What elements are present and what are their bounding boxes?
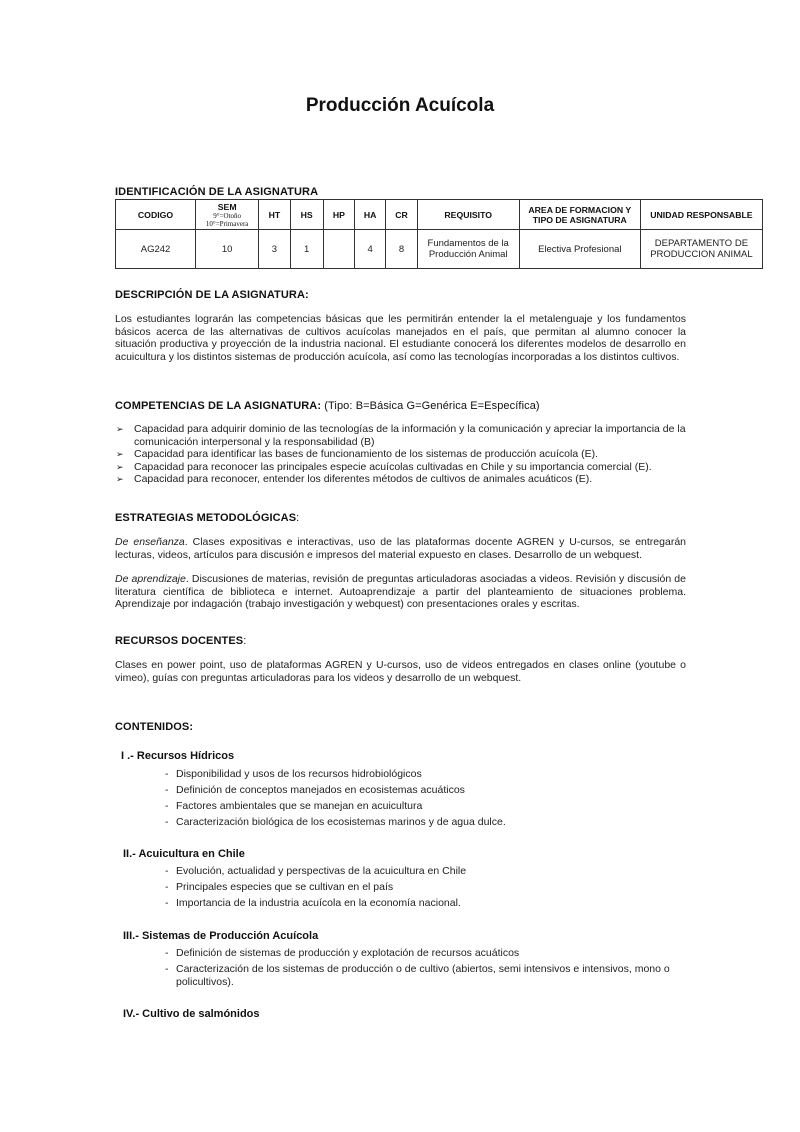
- page-title: Producción Acuícola: [305, 95, 495, 116]
- list-item: [115, 473, 695, 486]
- dash-bullet: -: [165, 963, 169, 976]
- cell-area: Electiva Profesional: [519, 230, 640, 269]
- aprendizaje-label: De aprendizaje: [115, 573, 186, 585]
- dash-bullet: -: [165, 816, 169, 829]
- identificacion-heading: IDENTIFICACIÓN DE LA ASIGNATURA: [115, 186, 319, 198]
- estrategias-aprendizaje-text: [115, 573, 686, 611]
- dash-bullet: -: [165, 881, 169, 894]
- header-sem-label: SEM: [217, 201, 237, 212]
- aprendizaje-body: . Discusiones de materias, revisión de preguntas articuladoras asociadas a videos. Revisión y discusión de literatura científica de biblioteca e internet. Autoaprendizaje a partir del planteamiento de situaciones problema. Aprendizaje por indagación (trabajo investigación y webquest) con presentaciones orales y escritas.: [115, 573, 686, 611]
- cell-codigo: AG242: [116, 230, 196, 269]
- list-item-text: Definición de conceptos manejados en ecosistemas acuáticos: [176, 784, 465, 797]
- competencia-text: Capacidad para adquirir dominio de las tecnologías de la información y la comunicación y apreciar la importancia de la comunicación interpersonal y la responsabilidad (B): [134, 423, 686, 448]
- unit-title: I .- Recursos Hídricos: [121, 750, 235, 762]
- dash-bullet: -: [165, 897, 169, 910]
- header-requisito: REQUISITO: [417, 200, 519, 230]
- list-item-text: Disponibilidad y usos de los recursos hidrobiológicos: [176, 768, 422, 780]
- list-item-text: Caracterización de los sistemas de producción o de cultivo (abiertos, semi intensivos e intensivos, mono o policultivos).: [176, 963, 670, 988]
- ensenanza-label: De enseñanza: [115, 536, 185, 548]
- list-item: [165, 897, 690, 910]
- unit-1-list: [165, 768, 690, 832]
- competencias-heading-label: COMPETENCIAS DE LA ASIGNATURA:: [115, 400, 322, 412]
- header-ht: HT: [259, 200, 290, 230]
- list-item: [165, 947, 690, 960]
- list-item: [115, 461, 695, 474]
- competencias-list: [115, 423, 695, 486]
- cell-cr: 8: [386, 230, 417, 269]
- competencia-text: Capacidad para reconocer, entender los diferentes métodos de cultivos de animales acuáticos (E).: [134, 473, 593, 486]
- unit-3-list: [165, 947, 690, 992]
- header-hp: HP: [323, 200, 354, 230]
- ensenanza-body: . Clases expositivas e interactivas, uso de las plataformas docente AGREN y U-cursos, se entregarán lecturas, videos, artículos para discusión e impresos del material expuesto en clases. Desarrollo de un webquest.: [115, 536, 686, 561]
- list-item: [165, 963, 690, 988]
- header-sem-note-otono: 9°=Otoño: [213, 211, 242, 220]
- competencias-heading: [115, 400, 540, 412]
- list-item: [165, 800, 690, 813]
- list-item: [165, 784, 690, 797]
- descripcion-heading: DESCRIPCIÓN DE LA ASIGNATURA:: [115, 289, 309, 301]
- cell-sem: 10: [196, 230, 259, 269]
- header-sem: [196, 200, 259, 230]
- competencia-text: Capacidad para reconocer las principales especie acuícolas cultivadas en Chile y su importancia comercial (E).: [134, 460, 652, 473]
- list-item-text: Factores ambientales que se manejan en acuicultura: [176, 800, 423, 813]
- unit-title: IV.- Cultivo de salmónidos: [123, 1008, 260, 1020]
- arrow-bullet-icon: ➢: [116, 449, 124, 460]
- table-row: [116, 230, 763, 269]
- table-header-row: [116, 200, 763, 230]
- list-item: [165, 768, 690, 781]
- cell-hp: [323, 230, 354, 269]
- identificacion-table: [115, 199, 763, 269]
- competencias-heading-note: (Tipo: B=Básica G=Genérica E=Específica): [321, 400, 540, 412]
- dash-bullet: -: [165, 865, 169, 877]
- arrow-bullet-icon: ➢: [116, 461, 124, 472]
- unit-title: III.- Sistemas de Producción Acuícola: [123, 930, 319, 942]
- dash-bullet: -: [165, 800, 169, 813]
- contenidos-heading: CONTENIDOS:: [115, 721, 194, 733]
- estrategias-ensenanza-text: [115, 536, 686, 561]
- list-item-text: Evolución, actualidad y perspectivas de la acuicultura en Chile: [176, 865, 467, 877]
- recursos-heading: [115, 635, 246, 647]
- dash-bullet: -: [165, 768, 169, 780]
- list-item-text: Definición de sistemas de producción y explotación de recursos acuáticos: [176, 947, 520, 959]
- arrow-bullet-icon: ➢: [116, 474, 124, 485]
- arrow-bullet-icon: ➢: [116, 424, 124, 434]
- header-ha: HA: [355, 200, 386, 230]
- header-cr: CR: [386, 200, 417, 230]
- estrategias-heading: [115, 512, 299, 524]
- recursos-heading-label: RECURSOS DOCENTES: [115, 635, 244, 647]
- list-item: [115, 423, 695, 448]
- competencia-text: Capacidad para identificar las bases de funcionamiento de los sistemas de producción acuícola (E).: [134, 448, 599, 461]
- estrategias-heading-colon: :: [296, 512, 300, 524]
- dash-bullet: -: [165, 784, 169, 797]
- header-area: AREA DE FORMACION Y TIPO DE ASIGNATURA: [519, 200, 640, 230]
- unit-2-list: [165, 865, 690, 913]
- cell-ha: 4: [355, 230, 386, 269]
- cell-hs: 1: [290, 230, 323, 269]
- cell-requisito: Fundamentos de la Producción Animal: [417, 230, 519, 269]
- list-item: [165, 816, 690, 829]
- list-item-text: Importancia de la industria acuícola en la economía nacional.: [176, 897, 461, 910]
- header-codigo: CODIGO: [116, 200, 196, 230]
- cell-unidad: DEPARTAMENTO DE PRODUCCION ANIMAL: [640, 230, 762, 269]
- unit-title: II.- Acuicultura en Chile: [123, 848, 245, 860]
- list-item-text: Principales especies que se cultivan en el país: [176, 881, 394, 894]
- estrategias-heading-label: ESTRATEGIAS METODOLÓGICAS: [115, 512, 297, 524]
- list-item: [115, 448, 695, 461]
- recursos-text: Clases en power point, uso de plataformas AGREN y U-cursos, uso de videos entregados en clases online (youtube o vimeo), guías con preguntas articuladoras para los videos y desarrollo de un webquest.: [115, 659, 686, 684]
- header-sem-note-primavera: 10°=Primavera: [205, 219, 249, 228]
- cell-ht: 3: [259, 230, 290, 269]
- list-item-text: Caracterización biológica de los ecosistemas marinos y de agua dulce.: [176, 816, 506, 829]
- list-item: [165, 865, 690, 878]
- recursos-heading-colon: :: [243, 635, 247, 647]
- header-hs: HS: [290, 200, 323, 230]
- descripcion-text: Los estudiantes lograrán las competencias básicas que les permitirán entender la el metalenguaje y los fundamentos básicos acerca de las alternativas de cultivos acuícolas manejados en el país, que permitan al alumno conocer la situación productiva y proyección de la industria nacional. El estudiante conocerá los diferentes modelos de desarrollo en acuicultura y los distintos sistemas de producción acuícola, así como las tecnologías incorporadas a los distintos cultivos.: [115, 313, 686, 363]
- header-unidad: UNIDAD RESPONSABLE: [640, 200, 762, 230]
- list-item: [165, 881, 690, 894]
- dash-bullet: -: [165, 947, 169, 959]
